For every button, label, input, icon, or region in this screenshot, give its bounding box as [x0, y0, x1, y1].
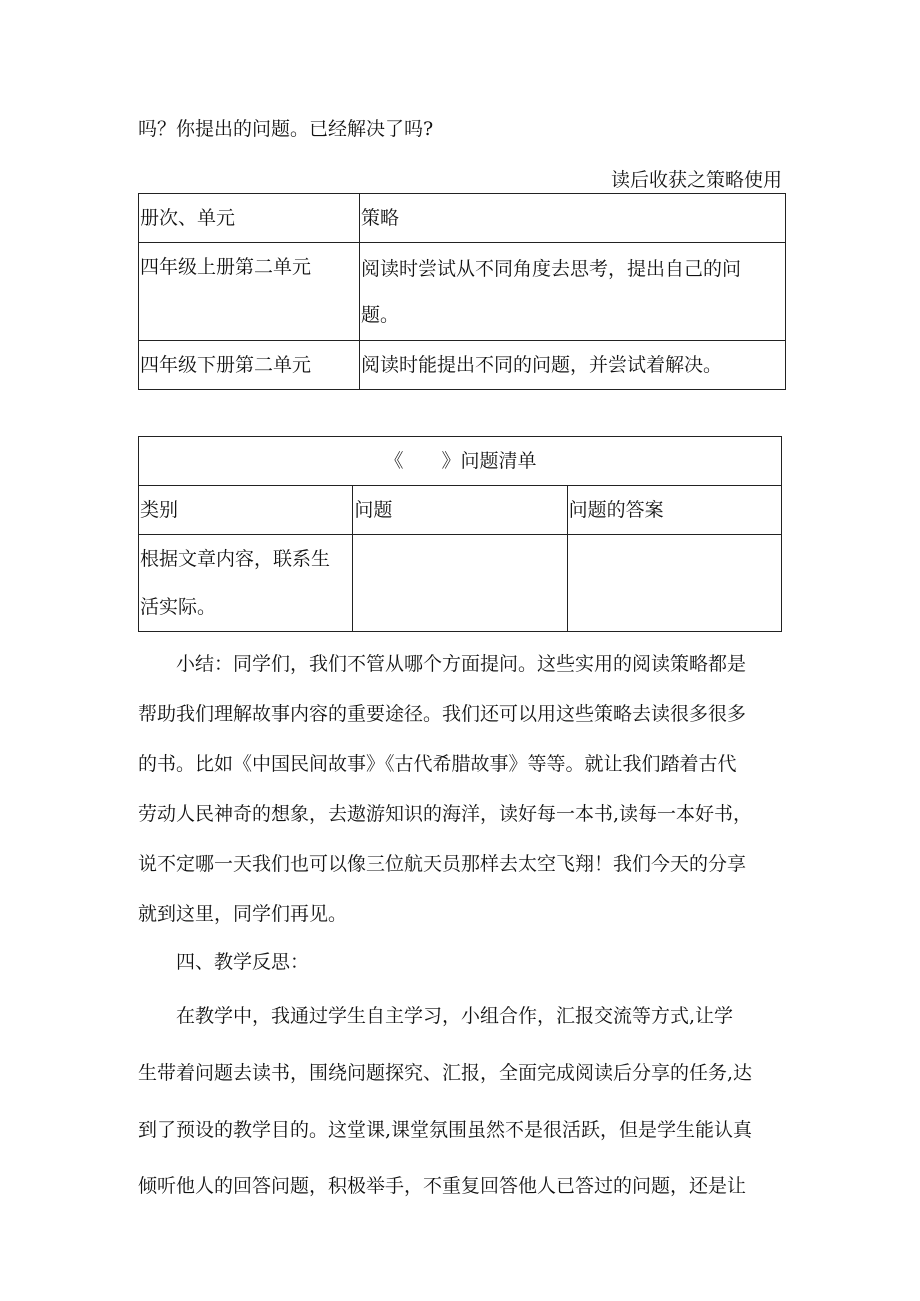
header-unit: 册次、单元	[139, 194, 360, 243]
summary-line: 劳动人民神奇的想象，去遨游知识的海洋，读好每一本书,读每一本好书，	[138, 803, 753, 825]
category-cell	[139, 535, 353, 632]
header-answer: 问题的答案	[567, 486, 781, 535]
summary-line: 就到这里，同学们再见。	[138, 903, 348, 925]
table-row	[139, 341, 786, 390]
header-strategy: 策略	[360, 194, 786, 243]
table-row	[139, 243, 786, 341]
reflection-line: 倾听他人的回答问题，积极举手，不重复回答他人已答过的问题，还是让	[138, 1175, 747, 1197]
question-list-title: 《 》问题清单	[139, 437, 782, 486]
intro-line: 吗？你提出的问题。已经解决了吗?	[138, 118, 434, 140]
question-cell	[353, 535, 567, 632]
strategy-table-caption: 读后收获之策略使用	[610, 169, 782, 191]
reflection-line: 生带着问题去读书，围绕问题探究、汇报，全面完成阅读后分享的任务,达	[138, 1062, 753, 1084]
table-header-row	[139, 194, 786, 243]
header-question: 问题	[353, 486, 567, 535]
answer-cell	[567, 535, 781, 632]
summary-line: 说不定哪一天我们也可以像三位航天员那样去太空飞翔！我们今天的分享	[138, 853, 747, 875]
summary-line: 的书。比如《中国民间故事》《古代希腊故事》等等。就让我们踏着古代	[138, 753, 737, 775]
strategy-cell	[360, 243, 786, 341]
summary-line: 帮助我们理解故事内容的重要途径。我们还可以用这些策略去读很多很多	[138, 703, 747, 725]
question-list-table	[138, 436, 782, 632]
category-line: 活实际。	[140, 596, 217, 618]
header-category: 类别	[139, 486, 353, 535]
strategy-cell: 阅读时能提出不同的问题，并尝试着解决。	[360, 341, 786, 390]
summary-line: 小结：同学们，我们不管从哪个方面提问。这些实用的阅读策略都是	[176, 653, 747, 675]
unit-cell: 四年级上册第二单元	[139, 243, 360, 341]
table-row	[139, 535, 782, 632]
category-line: 根据文章内容，联系生	[140, 548, 331, 570]
table-title-row	[139, 437, 782, 486]
strategy-line: 题。	[361, 304, 400, 326]
reflection-line: 到了预设的教学目的。这堂课,课堂氛围虽然不是很活跃，但是学生能认真	[138, 1119, 753, 1141]
section-heading: 四、教学反思：	[176, 951, 310, 973]
strategy-table	[138, 193, 786, 390]
unit-cell: 四年级下册第二单元	[139, 341, 360, 390]
strategy-line: 阅读时尝试从不同角度去思考，提出自己的问	[361, 258, 742, 280]
table-header-row	[139, 486, 782, 535]
reflection-line: 在教学中，我通过学生自主学习，小组合作，汇报交流等方式,让学	[176, 1005, 734, 1027]
